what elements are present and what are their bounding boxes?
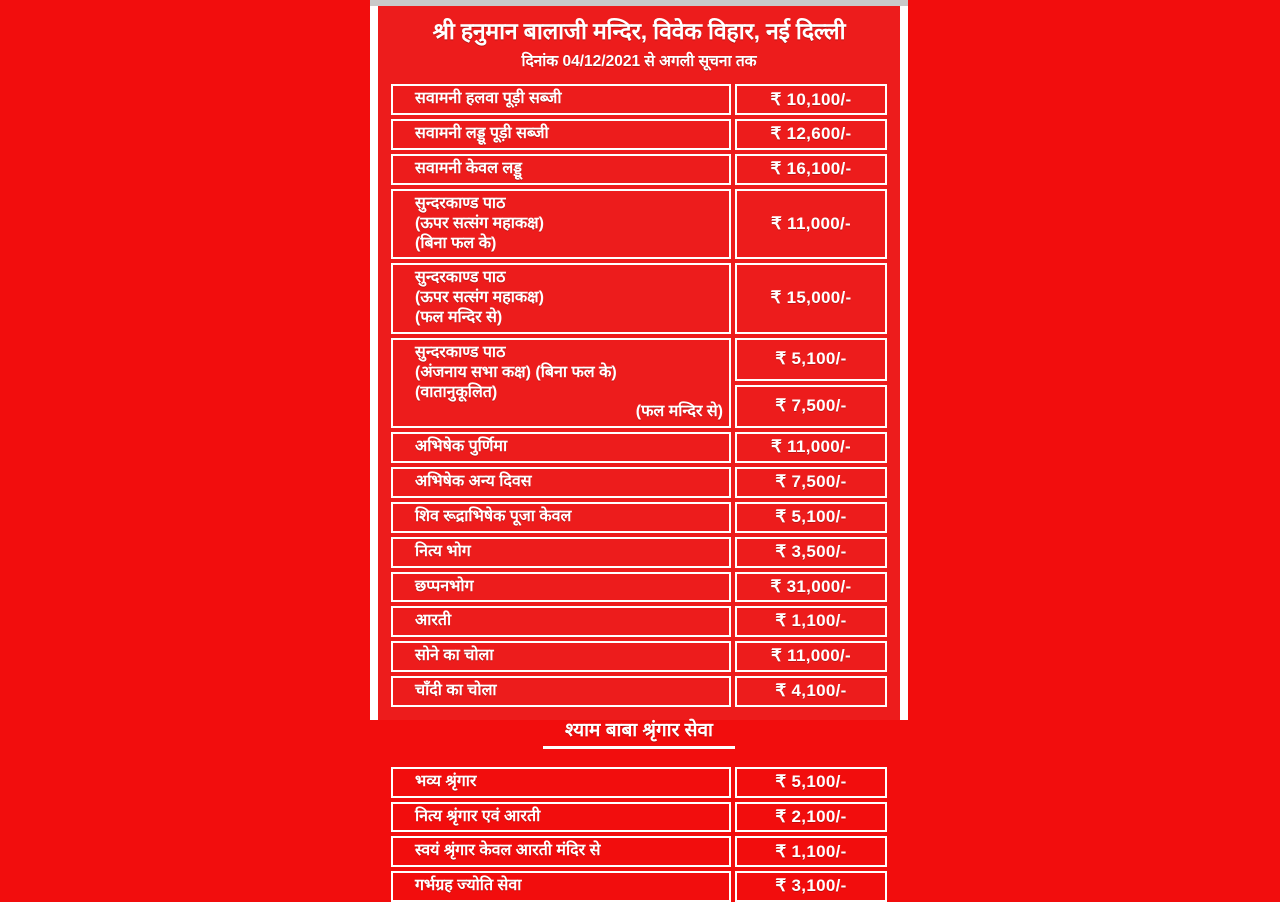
price-value: ₹ 2,100/- xyxy=(775,806,847,826)
price-column xyxy=(735,119,887,150)
price-cell xyxy=(735,676,887,707)
service-label-line: (बिना फल के) xyxy=(415,234,497,252)
service-label-line: गर्भग्रह ज्योति सेवा xyxy=(415,877,522,895)
price-value: ₹ 1,100/- xyxy=(775,611,847,631)
table-row xyxy=(391,802,887,833)
price-cell xyxy=(735,84,887,115)
price-cell xyxy=(735,154,887,185)
price-cell xyxy=(735,189,887,259)
price-cell-secondary xyxy=(735,385,887,428)
price-cell xyxy=(735,263,887,333)
price-cell xyxy=(735,119,887,150)
shyam-section-heading xyxy=(391,716,887,754)
price-column xyxy=(735,802,887,833)
service-label-cell xyxy=(391,189,731,259)
table-row xyxy=(391,572,887,603)
price-cell xyxy=(735,606,887,637)
table-row xyxy=(391,871,887,902)
price-cell xyxy=(735,871,887,902)
price-column xyxy=(735,676,887,707)
table-row xyxy=(391,676,887,707)
main-price-table xyxy=(391,84,887,706)
price-column xyxy=(735,871,887,902)
table-row xyxy=(391,263,887,333)
price-column xyxy=(735,836,887,867)
price-value: ₹ 4,100/- xyxy=(775,681,847,701)
service-label-line: सवामनी हलवा पूड़ी सब्जी xyxy=(415,90,562,108)
price-column xyxy=(735,641,887,672)
service-label-line: (अंजनाय सभा कक्ष) (बिना फल के) xyxy=(415,363,617,381)
price-column xyxy=(735,467,887,498)
service-label-cell xyxy=(391,802,731,833)
service-label-cell xyxy=(391,606,731,637)
table-row xyxy=(391,537,887,568)
price-value: ₹ 11,000/- xyxy=(771,646,851,666)
service-label-line: अभिषेक पुर्णिमा xyxy=(415,438,508,456)
service-label-cell xyxy=(391,871,731,902)
table-row xyxy=(391,502,887,533)
service-label-line: सोने का चोला xyxy=(415,647,494,665)
shyam-section-heading-text: श्याम बाबा श्रृंगार सेवा xyxy=(543,716,735,749)
service-label-cell xyxy=(391,467,731,498)
table-row xyxy=(391,189,887,259)
service-label-cell xyxy=(391,572,731,603)
shyam-price-table xyxy=(391,767,887,902)
table-row xyxy=(391,154,887,185)
price-column xyxy=(735,263,887,333)
service-label-cell xyxy=(391,502,731,533)
price-cell xyxy=(735,641,887,672)
table-row xyxy=(391,84,887,115)
service-label-line: चाँदी का चोला xyxy=(415,682,497,699)
service-label-secondary: (फल मन्दिर से) xyxy=(635,403,723,421)
service-label-line: सवामनी लड्डू पूड़ी सब्जी xyxy=(415,125,549,143)
table-row xyxy=(391,119,887,150)
service-label-line: नित्य श्रृंगार एवं आरती xyxy=(415,807,541,825)
price-value: ₹ 7,500/- xyxy=(775,472,847,492)
service-label-cell xyxy=(391,836,731,867)
price-column xyxy=(735,432,887,463)
table-row xyxy=(391,767,887,798)
price-value: ₹ 10,100/- xyxy=(770,89,852,109)
price-cell xyxy=(735,572,887,603)
service-label-line: स्वयं श्रृंगार केवल आरती मंदिर से xyxy=(415,842,601,860)
table-row xyxy=(391,836,887,867)
service-label-cell xyxy=(391,154,731,185)
service-label-line: सवामनी केवल लड्डू xyxy=(415,160,522,178)
table-row xyxy=(391,641,887,672)
price-column xyxy=(735,502,887,533)
price-column xyxy=(735,572,887,603)
table-row xyxy=(391,467,887,498)
service-label-cell xyxy=(391,767,731,798)
price-value: ₹ 3,500/- xyxy=(775,541,847,561)
price-cell xyxy=(735,467,887,498)
service-label-cell xyxy=(391,119,731,150)
table-row xyxy=(391,338,887,428)
price-column xyxy=(735,606,887,637)
service-label-line: शिव रूद्राभिषेक पूजा केवल xyxy=(415,507,572,525)
price-cell xyxy=(735,767,887,798)
service-label-line: नित्य भोग xyxy=(415,542,471,560)
page-title: श्री हनुमान बालाजी मन्दिर, विवेक विहार, नई दिल्ली xyxy=(432,18,846,44)
service-label-line: (ऊपर सत्संग महाकक्ष) xyxy=(415,289,544,307)
price-cell xyxy=(735,537,887,568)
price-value: ₹ 15,000/- xyxy=(770,288,852,308)
price-column xyxy=(735,767,887,798)
price-column xyxy=(735,84,887,115)
price-value-secondary: ₹ 7,500/- xyxy=(775,396,847,416)
effective-date-line: दिनांक 04/12/2021 से अगली सूचना तक xyxy=(521,53,757,71)
price-column xyxy=(735,338,887,428)
service-label-cell xyxy=(391,338,731,428)
table-row xyxy=(391,606,887,637)
service-label-cell xyxy=(391,84,731,115)
service-label-line: सुन्दरकाण्ड पाठ xyxy=(415,269,506,287)
price-cell xyxy=(735,802,887,833)
service-label-line: आरती xyxy=(415,612,452,630)
poster-panel xyxy=(370,0,908,896)
price-value: ₹ 11,000/- xyxy=(771,437,851,457)
price-cell xyxy=(735,338,887,381)
price-value: ₹ 3,100/- xyxy=(775,876,847,896)
price-value: ₹ 5,100/- xyxy=(775,506,847,526)
price-value: ₹ 12,600/- xyxy=(770,124,852,144)
price-value: ₹ 11,000/- xyxy=(771,213,851,233)
service-label-line: (ऊपर सत्संग महाकक्ष) xyxy=(415,214,544,232)
poster-header xyxy=(378,6,900,71)
service-label-cell xyxy=(391,676,731,707)
price-value: ₹ 31,000/- xyxy=(770,576,852,596)
service-label-line: सुन्दरकाण्ड पाठ xyxy=(415,343,506,361)
service-label-line: भव्य श्रृंगार xyxy=(415,772,477,790)
service-label-line: अभिषेक अन्य दिवस xyxy=(415,473,532,491)
service-label-cell xyxy=(391,432,731,463)
price-cell xyxy=(735,836,887,867)
service-label-cell xyxy=(391,537,731,568)
poster-content xyxy=(378,6,900,896)
price-value: ₹ 16,100/- xyxy=(770,159,852,179)
price-value: ₹ 5,100/- xyxy=(775,349,847,369)
service-label-line: सुन्दरकाण्ड पाठ xyxy=(415,194,506,212)
price-column xyxy=(735,189,887,259)
price-cell xyxy=(735,502,887,533)
price-column xyxy=(735,154,887,185)
table-row xyxy=(391,432,887,463)
price-cell xyxy=(735,432,887,463)
service-label-cell xyxy=(391,263,731,333)
service-label-cell xyxy=(391,641,731,672)
price-column xyxy=(735,537,887,568)
service-label-line: (फल मन्दिर से) xyxy=(415,309,503,327)
price-value: ₹ 5,100/- xyxy=(775,771,847,791)
service-label-line: छप्पनभोग xyxy=(415,577,474,595)
price-value: ₹ 1,100/- xyxy=(775,841,847,861)
service-label-line: (वातानुकूलित) xyxy=(415,383,498,401)
